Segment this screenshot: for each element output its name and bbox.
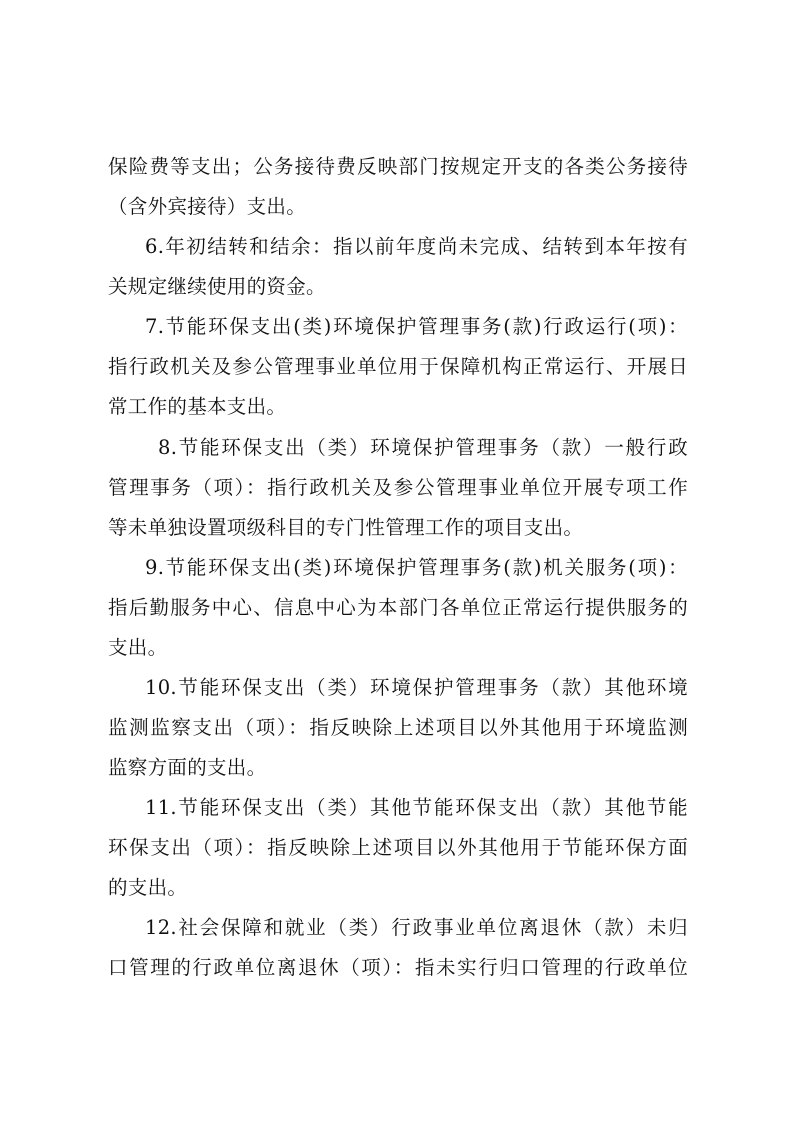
paragraph-start-line: 7.节能环保支出(类)环境保护管理事务(款)行政运行(项)： (145, 315, 688, 338)
text-line: 保险费等支出；公务接待费反映部门按规定开支的各类公务接待 (108, 155, 688, 178)
text-line: （含外宾接待）支出。 (108, 195, 307, 218)
text-line: 口管理的行政单位离退休（项）：指未实行归口管理的行政单位 (108, 956, 688, 979)
paragraph-start-line: 8.节能环保支出（类）环境保护管理事务（款）一般行政 (158, 436, 688, 459)
text-line: 等未单独设置项级科目的专门性管理工作的项目支出。 (108, 516, 584, 539)
text-line: 管理事务（项）：指行政机关及参公管理事业单位开展专项工作 (108, 476, 688, 499)
paragraph-start-line: 6.年初结转和结余：指以前年度尚未完成、结转到本年按有 (145, 235, 688, 258)
paragraph-start-line: 11.节能环保支出（类）其他节能环保支出（款）其他节能 (145, 796, 688, 819)
text-line: 常工作的基本支出。 (108, 395, 287, 418)
text-line: 的支出。 (108, 876, 188, 899)
text-line: 关规定继续使用的资金。 (108, 275, 326, 298)
text-line: 指后勤服务中心、信息中心为本部门各单位正常运行提供服务的 (108, 596, 688, 619)
text-line: 监察方面的支出。 (108, 756, 267, 779)
text-line: 指行政机关及参公管理事业单位用于保障机构正常运行、开展日 (108, 355, 688, 378)
paragraph-start-line: 12.社会保障和就业（类）行政事业单位离退休（款）未归 (145, 916, 688, 939)
text-line: 监测监察支出（项）：指反映除上述项目以外其他用于环境监测 (108, 716, 688, 739)
paragraph-start-line: 10.节能环保支出（类）环境保护管理事务（款）其他环境 (145, 676, 688, 699)
text-line: 支出。 (108, 636, 168, 659)
text-line: 环保支出（项）：指反映除上述项目以外其他用于节能环保方面 (108, 836, 688, 859)
paragraph-start-line: 9.节能环保支出(类)环境保护管理事务(款)机关服务(项)： (145, 556, 688, 579)
